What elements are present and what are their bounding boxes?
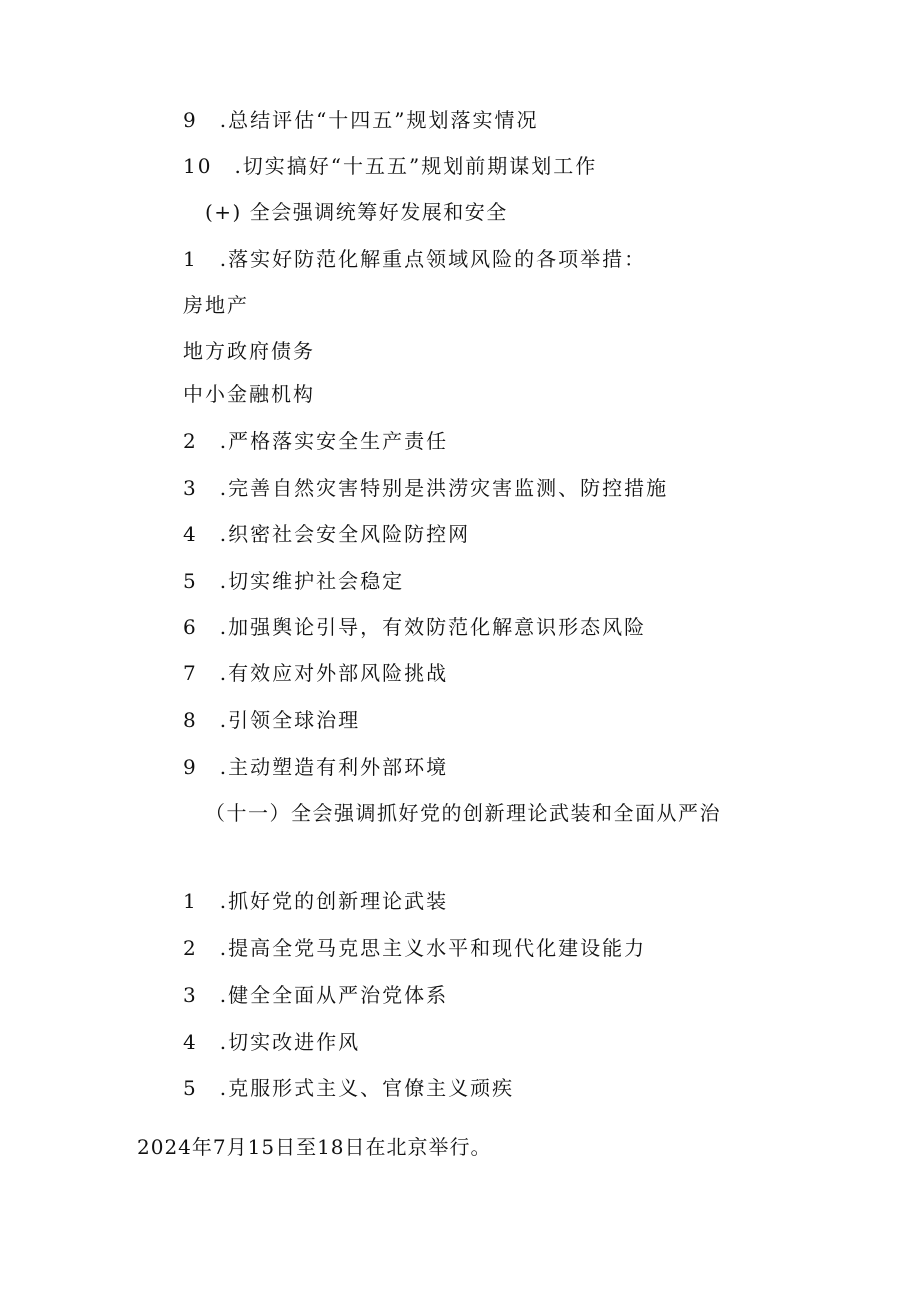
list-item: 9 .总结评估“十四五”规划落实情况 xyxy=(183,108,539,132)
list-item: 4 .切实改进作风 xyxy=(183,1030,361,1054)
list-item: 5 .克服形式主义、官僚主义顽疾 xyxy=(183,1076,515,1100)
list-item: 7 .有效应对外部风险挑战 xyxy=(183,661,449,685)
list-item: 1 .抓好党的创新理论武装 xyxy=(183,889,449,913)
list-item: 地方政府债务 xyxy=(183,339,315,363)
list-item: 2 .严格落实安全生产责任 xyxy=(183,429,449,453)
list-item: 5 .切实维护社会稳定 xyxy=(183,569,405,593)
footer-date: 2024年7月15日至18日在北京举行。 xyxy=(137,1135,492,1159)
list-item: 3 .健全全面从严治党体系 xyxy=(183,983,449,1007)
list-item: 1 .落实好防范化解重点领域风险的各项举措： xyxy=(183,247,647,271)
list-item: 3 .完善自然灾害特别是洪涝灾害监测、防控措施 xyxy=(183,476,669,500)
list-item: 2 .提高全党马克思主义水平和现代化建设能力 xyxy=(183,936,647,960)
list-item: 9 .主动塑造有利外部环境 xyxy=(183,755,449,779)
list-item: 8 .引领全球治理 xyxy=(183,708,361,732)
section-heading-11: （十一）全会强调抓好党的创新理论武装和全面从严治 xyxy=(205,801,721,825)
list-item: 10 .切实搞好“十五五”规划前期谋划工作 xyxy=(183,154,598,178)
list-item: 4 .织密社会安全风险防控网 xyxy=(183,522,471,546)
list-item: 房地产 xyxy=(183,293,249,317)
section-heading-10: (+) 全会强调统筹好发展和安全 xyxy=(205,200,508,224)
list-item: 6 .加强舆论引导，有效防范化解意识形态风险 xyxy=(183,615,647,639)
list-item: 中小金融机构 xyxy=(183,382,315,406)
